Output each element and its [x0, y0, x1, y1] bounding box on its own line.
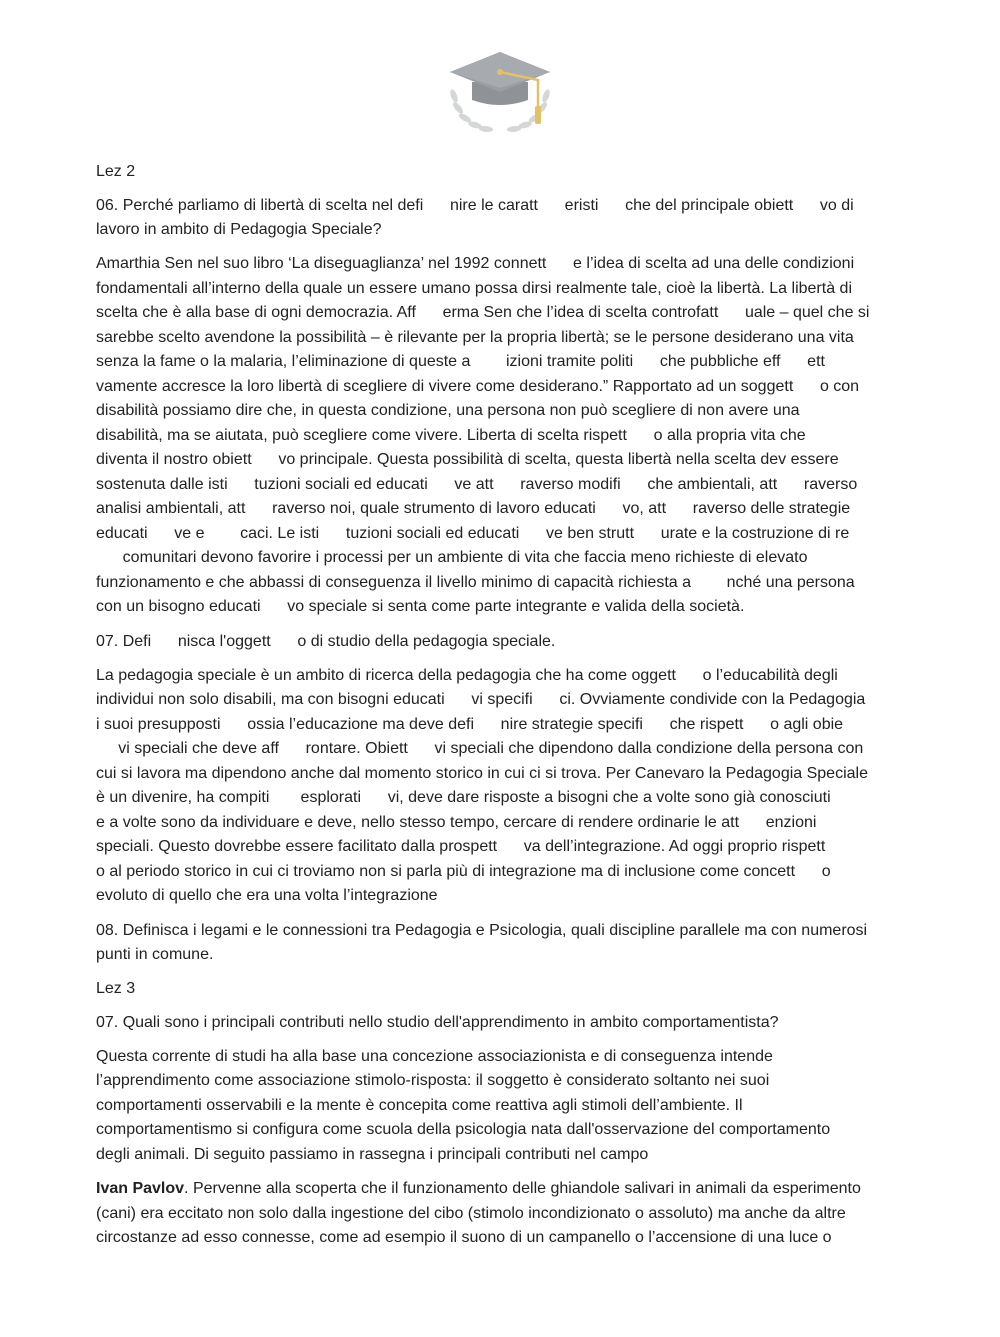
answer-07-lez3 — [96, 1045, 906, 1168]
text-line: l’apprendimento come associazione stimolo-risposta: il soggetto è considerato soltanto nei suoi — [96, 1072, 770, 1089]
text-line: comportamentismo si configura come scuola della psicologia nata dall'osservazione del comportamento — [96, 1121, 831, 1138]
text-line: senza la fame o la malaria, l’eliminazione di queste a izioni tramite politi che pubbliche eff ett — [96, 353, 825, 370]
text-line: (cani) era eccitato non solo dalla ingestione del cibo (stimolo incondizionato o assoluto) ma anche da altre — [96, 1204, 846, 1222]
answer-06 — [96, 252, 906, 620]
question-06 — [96, 194, 906, 242]
text-line: è un divenire, ha compiti esplorati vi, deve dare risposte a bisogni che a volte sono già conosciuti — [96, 789, 831, 806]
lesson-heading: Lez 2 — [96, 163, 136, 180]
text-line: Amarthia Sen nel suo libro ‘La diseguaglianza’ nel 1992 connett e l’idea di scelta ad una delle condizioni — [96, 255, 855, 272]
pavlov-name: Ivan Pavlov — [96, 1180, 185, 1197]
text-line: cui si lavora ma dipendono anche dal momento storico in cui ci si trova. Per Canevaro la Pedagogia Speciale — [96, 764, 868, 782]
question-07-lez3 — [96, 1011, 906, 1035]
text-line: individui non solo disabili, ma con bisogni educati vi specifi ci. Ovviamente condivide con la Pedagogia — [96, 691, 866, 708]
text-line: fondamentali all’interno della quale un essere umano possa dirsi realmente tale, cioè la libertà. La libertà di — [96, 279, 852, 297]
question-08 — [96, 919, 906, 967]
text-line: circostanze ad esso connesse, come ad esempio il suono di un campanello o l’accensione di una luce o — [96, 1229, 832, 1246]
text-line: 07. Defi nisca l'oggett o di studio della pedagogia speciale. — [96, 632, 556, 650]
text-line: degli animali. Di seguito passiamo in rassegna i principali contributi nel campo — [96, 1145, 649, 1163]
lesson-heading: Lez 3 — [96, 979, 136, 997]
pavlov-text: . Pervenne alla scoperta che il funzionamento delle ghiandole salivari in animali da esperimento — [184, 1180, 861, 1197]
text-line: sarebbe scelto avendone la possibilità – è rilevante per la propria libertà; se le persone desiderano una vita — [96, 328, 854, 346]
text-line: 07. Quali sono i principali contributi nello studio dell'apprendimento in ambito comportamentista? — [96, 1013, 779, 1031]
text-line: evoluto di quello che era una volta l’integrazione — [96, 887, 438, 904]
text-line: 06. Perché parliamo di libertà di scelta nel defi nire le caratt eristi che del principale obiett vo di — [96, 197, 854, 214]
text-line: sostenuta dalle isti tuzioni sociali ed educati ve att raverso modifi che ambientali, att raverso — [96, 475, 858, 493]
text-line: o al periodo storico in cui ci troviamo non si parla più di integrazione ma di inclusione come concett o — [96, 862, 831, 880]
text-line: comportamenti osservabili e la mente è concepita come reattiva agli stimoli dell’ambiente. Il — [96, 1096, 743, 1114]
text-line: diventa il nostro obiett vo principale. Questa possibilità di scelta, questa libertà nella scelta dev essere — [96, 451, 839, 468]
text-line: lavoro in ambito di Pedagogia Speciale? — [96, 221, 382, 238]
answer-07 — [96, 664, 906, 909]
text-line: speciali. Questo dovrebbe essere facilitato dalla prospett va dell’integrazione. Ad oggi proprio rispett — [96, 838, 826, 855]
text-line: disabilità possiamo dire che, in questa condizione, una persona non può scegliere di non avere una — [96, 402, 800, 419]
text-line: educati ve e caci. Le isti tuzioni sociali ed educati ve ben strutt urate e la costruzione di re — [96, 524, 850, 542]
text-line: analisi ambientali, att raverso noi, quale strumento di lavoro educati vo, att raverso delle strategie — [96, 500, 851, 517]
pavlov-paragraph — [96, 1177, 906, 1251]
text-line — [96, 1177, 906, 1202]
text-line: scelta che è alla base di ogni democrazia. Aff erma Sen che l’idea di scelta controfatt uale – quel che si — [96, 304, 870, 321]
text-line: La pedagogia speciale è un ambito di ricerca della pedagogia che ha come oggett o l’educabilità degli — [96, 666, 838, 684]
text-line: 08. Definisca i legami e le connessioni tra Pedagogia e Psicologia, quali discipline parallele ma con numerosi — [96, 921, 868, 939]
text-line: e a volte sono da individuare e deve, nello stesso tempo, cercare di rendere ordinarie le att enzioni — [96, 813, 817, 831]
text-line: funzionamento e che abbassi di conseguenza il livello minimo di capacità richiesta a nché una persona — [96, 573, 855, 591]
graduation-cap-icon — [440, 44, 560, 144]
text-line: punti in comune. — [96, 945, 214, 963]
text-line: vi speciali che deve aff rontare. Obiett vi speciali che dipendono dalla condizione della persona con — [96, 740, 864, 757]
question-07 — [96, 630, 906, 654]
text-line: con un bisogno educati vo speciale si senta come parte integrante e valida della società. — [96, 598, 745, 615]
text-line: comunitari devono favorire i processi per un ambiente di vita che faccia meno richieste di elevato — [96, 549, 808, 566]
text-line: disabilità, ma se aiutata, può scegliere come vivere. Liberta di scelta rispett o alla propria vita che — [96, 426, 806, 444]
document-body — [96, 160, 906, 1261]
text-line: Questa corrente di studi ha alla base una concezione associazionista e di conseguenza intende — [96, 1047, 773, 1065]
text-line: i suoi presupposti ossia l’educazione ma deve defi nire strategie specifi che rispett o agli obie — [96, 715, 844, 733]
text-line: vamente accresce la loro libertà di scegliere di vivere come desiderano.” Rapportato ad un soggett o con — [96, 377, 860, 395]
